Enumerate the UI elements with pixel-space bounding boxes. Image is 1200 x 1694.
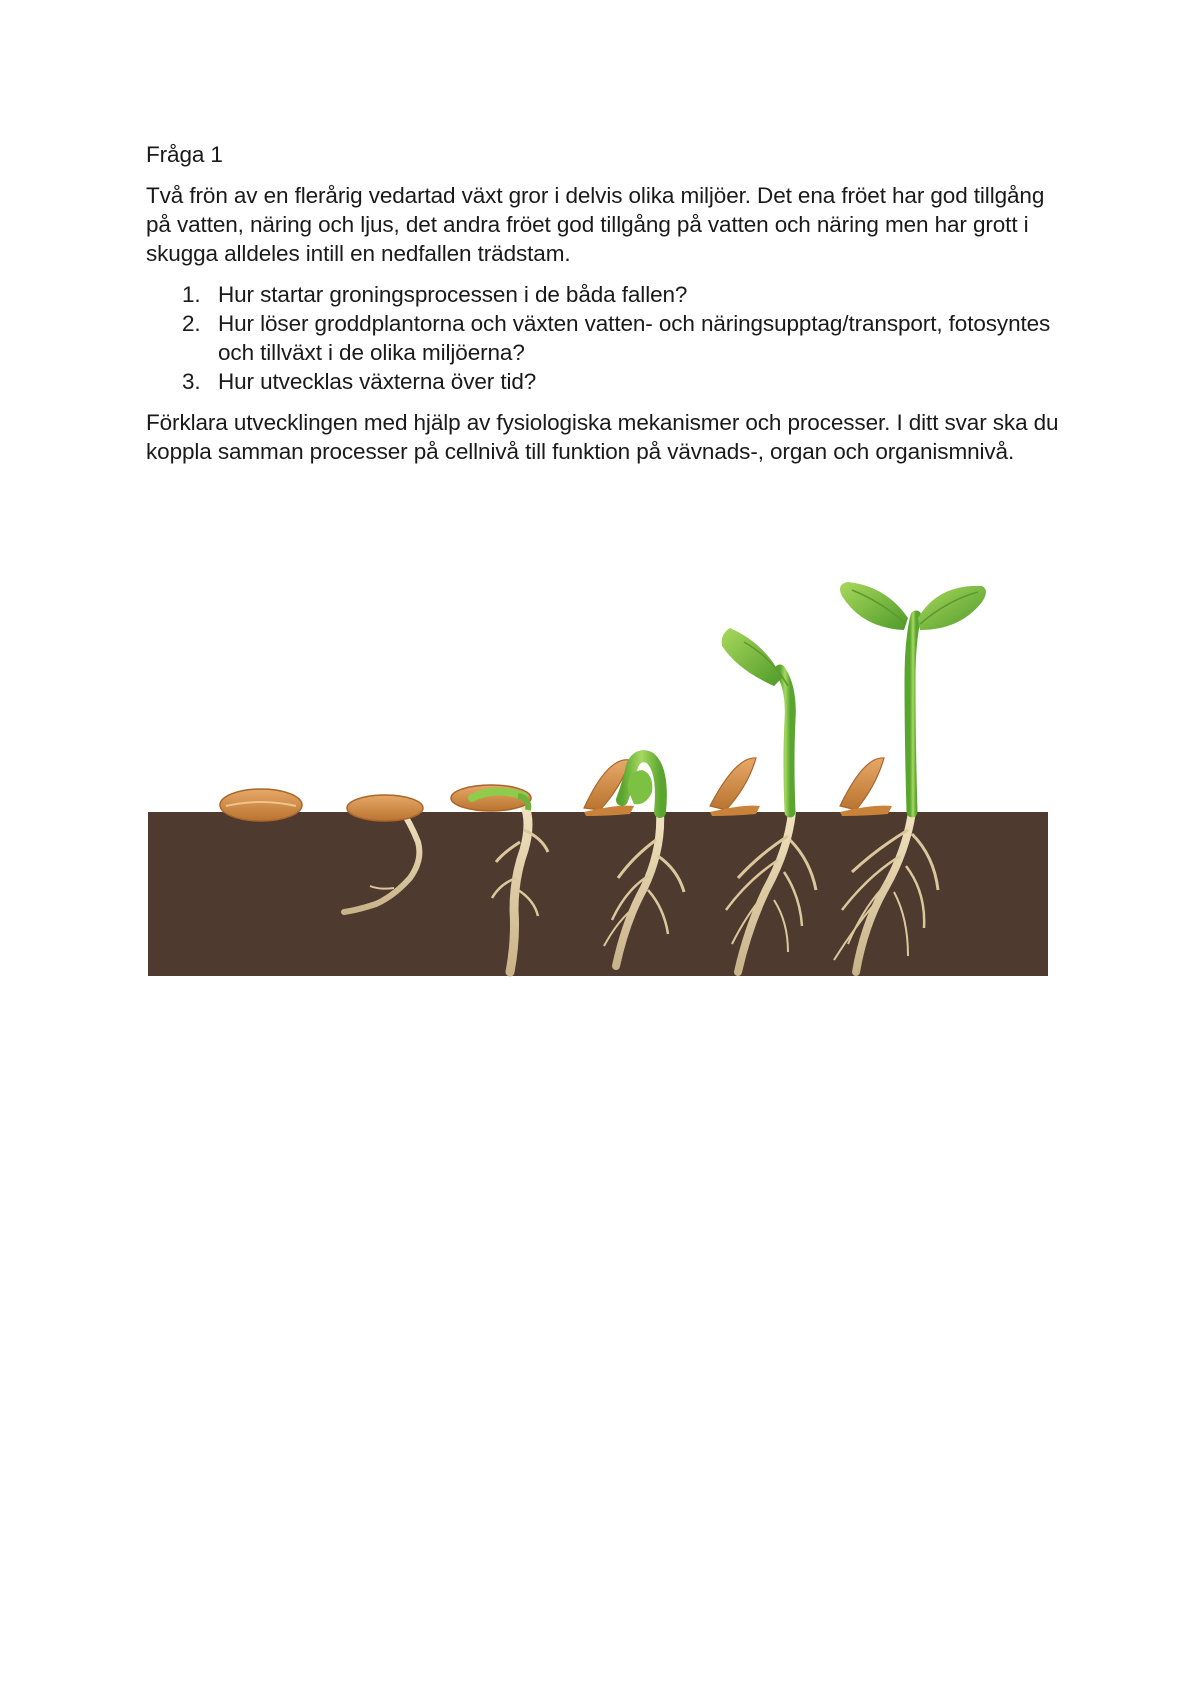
list-item-text: Hur löser groddplantorna och växten vatten- och näringsupptag/transport, fotosyntes och tillväxt i de olika miljöerna? (218, 311, 1051, 365)
question-heading: Fråga 1 (146, 142, 223, 167)
germination-svg (148, 560, 1048, 980)
question-intro: Två frön av en flerårig vedartad växt gror i delvis olika miljöer. Det ena fröet har god tillgång på vatten, näring och ljus, det andra fröet god tillgång på vatten och näring men har grott i skugga alldeles intill en nedfallen trädstam. (146, 183, 1045, 266)
question-conclusion: Förklara utvecklingen med hjälp av fysiologiska mekanismer och processer. I ditt svar ska du koppla samman processer på cellnivå till funktion på vävnads-, organ och organismnivå. (146, 410, 1059, 464)
list-item-number: 3. (182, 369, 201, 394)
list-item (146, 367, 1066, 396)
list-item-text: Hur utvecklas växterna över tid? (218, 369, 537, 394)
list-item (146, 309, 1066, 367)
question-list (146, 280, 1066, 396)
list-item-number: 2. (182, 311, 201, 336)
list-item-text: Hur startar groningsprocessen i de båda fallen? (218, 282, 688, 307)
list-item-number: 1. (182, 282, 201, 307)
question-text-block (146, 140, 1066, 478)
stage-1-seed (220, 789, 302, 821)
list-item (146, 280, 1066, 309)
germination-illustration (148, 560, 1048, 980)
